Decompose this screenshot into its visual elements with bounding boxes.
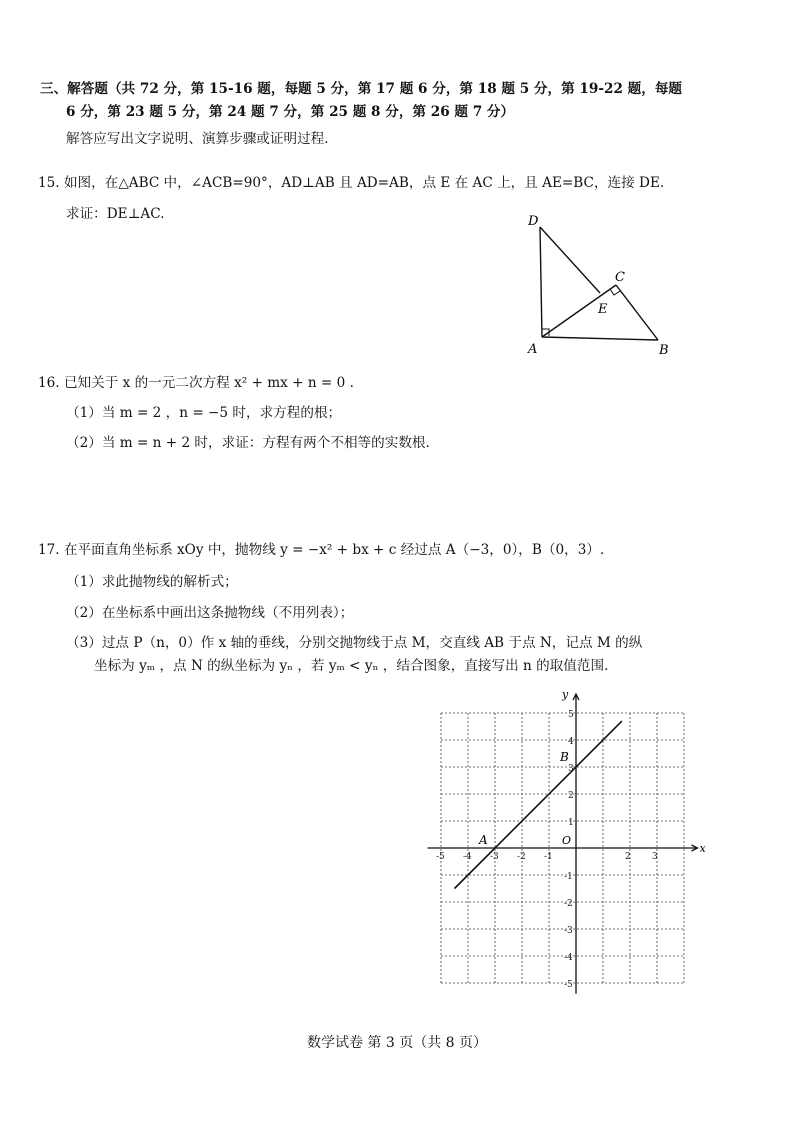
x-tick-label: -5 <box>436 852 445 862</box>
q17-part1: （1）求此抛物线的解析式； <box>66 574 238 590</box>
section-instruction: 解答应写出文字说明、演算步骤或证明过程. <box>66 131 329 147</box>
label-D: D <box>528 214 539 229</box>
axis-x-label: x <box>699 842 706 855</box>
y-tick-label: 1 <box>568 818 574 828</box>
q17-stem: 17. 在平面直角坐标系 xOy 中，抛物线 y = −x² + bx + c 经过点 A（−3，0），B（0，3）. <box>38 542 605 558</box>
q15-prove: 求证：DE⊥AC. <box>66 206 165 222</box>
q17-part3-line1: （3）过点 P（n，0）作 x 轴的垂线，分别交抛物线于点 M，交直线 AB 于点 N，记点 M 的纵 <box>66 635 643 651</box>
section-heading-line1: 三、解答题（共 72 分，第 15-16 题，每题 5 分，第 17 题 6 分，第 18 题 5 分，第 19-22 题，每题 <box>40 81 683 97</box>
segment-DA <box>540 227 542 337</box>
y-tick-label: 5 <box>568 710 574 720</box>
tick-labels <box>436 710 658 990</box>
label-A: A <box>528 342 538 357</box>
x-tick-label: -2 <box>517 852 526 862</box>
label-E: E <box>598 302 608 317</box>
x-tick-label: -4 <box>463 852 472 862</box>
segment-DE <box>540 227 600 293</box>
q15-stem: 15. 如图，在△ABC 中，∠ACB=90°，AD⊥AB 且 AD=AB，点 E 在 AC 上，且 AE=BC，连接 DE. <box>38 175 665 191</box>
x-tick-label: -3 <box>490 852 499 862</box>
segment-CB <box>616 285 658 340</box>
axis-y-label: y <box>562 688 569 702</box>
x-tick-label: 2 <box>625 852 631 862</box>
y-tick-label: -2 <box>564 899 573 909</box>
q17-coordinate-grid <box>420 685 706 995</box>
point-A-label: A <box>479 833 488 847</box>
y-tick-label: 3 <box>568 764 574 774</box>
q16-stem: 16. 已知关于 x 的一元二次方程 x² + mx + n = 0 . <box>38 375 354 391</box>
q15-triangle-figure <box>510 205 680 360</box>
section-heading-line2: 6 分，第 23 题 5 分，第 24 题 7 分，第 25 题 8 分，第 26 题 7 分） <box>66 104 515 120</box>
y-tick-label: -4 <box>564 953 573 963</box>
origin-label: O <box>562 834 572 847</box>
page-footer: 数学试卷 第 3 页（共 8 页） <box>306 1035 488 1051</box>
x-tick-label: -1 <box>544 852 553 862</box>
q16-part2: （2）当 m = n + 2 时，求证：方程有两个不相等的实数根. <box>66 435 430 451</box>
segment-AB <box>542 337 658 340</box>
y-tick-label: -5 <box>564 980 573 990</box>
line-AB-segment <box>455 721 622 888</box>
y-tick-label: 4 <box>568 737 574 747</box>
y-tick-label: -3 <box>564 926 573 936</box>
y-tick-label: -1 <box>564 872 573 882</box>
q17-part2: （2）在坐标系中画出这条抛物线（不用列表）； <box>66 605 354 621</box>
q17-part3-line2: 坐标为 yₘ ，点 N 的纵坐标为 yₙ ，若 yₘ < yₙ ，结合图象，直接写出 n 的取值范围. <box>94 658 609 674</box>
point-B-label: B <box>560 750 569 764</box>
right-angle-C <box>610 289 620 295</box>
q16-part1: （1）当 m = 2 ，n = −5 时，求方程的根； <box>66 405 342 421</box>
label-C: C <box>615 270 625 285</box>
label-B: B <box>659 343 669 358</box>
x-tick-label: 3 <box>652 852 658 862</box>
line-AB <box>455 721 622 888</box>
y-tick-label: 2 <box>568 791 574 801</box>
